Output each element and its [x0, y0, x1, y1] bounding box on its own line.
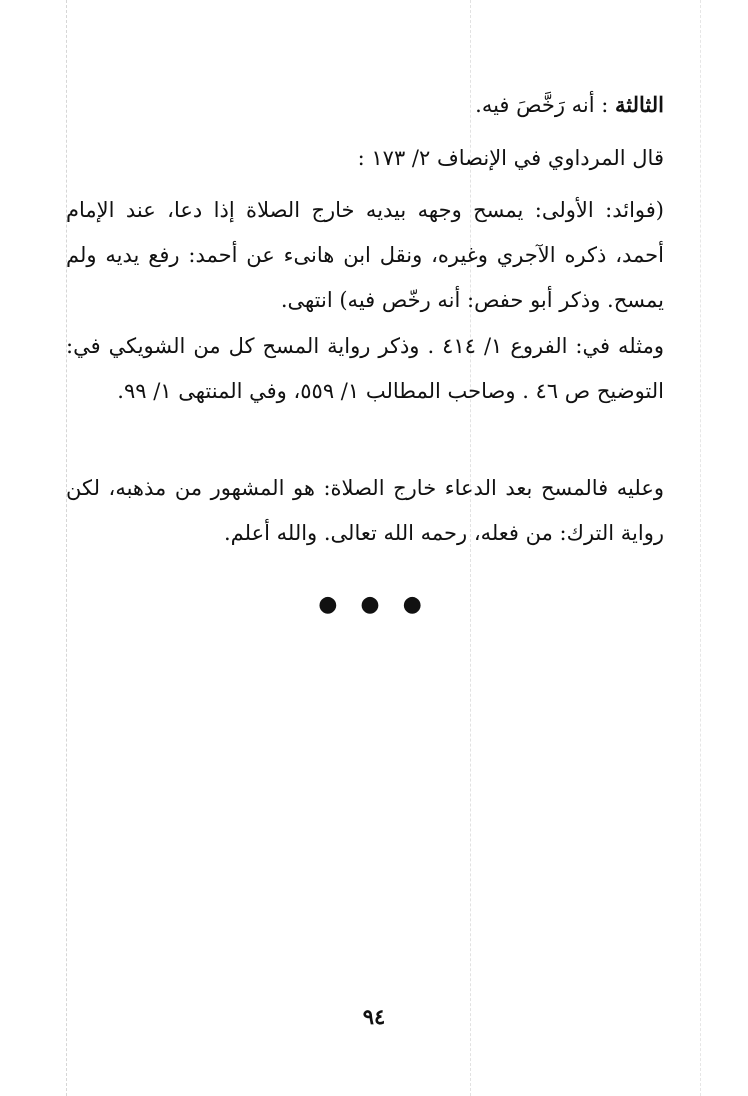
paragraph-quote — [66, 188, 664, 323]
paragraph-conclusion — [66, 466, 664, 556]
paragraph-label: الثالثة — [615, 92, 664, 117]
page-number: ٩٤ — [362, 1004, 386, 1029]
paragraph-text: وعليه فالمسح بعد الدعاء خارج الصلاة: هو المشهور من مذهبه، لكن رواية الترك: من فعله، رحمه الله تعالى. والله أعلم. — [66, 476, 664, 545]
paragraph-text: : أنه رَخَّصَ فيه. — [475, 93, 609, 117]
paragraph-references — [66, 324, 664, 414]
scan-guide-line — [700, 0, 701, 1096]
paragraph-citation-intro — [66, 136, 664, 181]
paragraph-text: ومثله في: الفروع ١/ ٤١٤ . وذكر رواية المسح كل من الشويكي في: التوضيح ص ٤٦ . وصاحب المطالب ١/ ٥٥٩، وفي المنتهى ١/ ٩٩. — [66, 334, 664, 403]
paragraph-text: (فوائد: الأولى: يمسح وجهه بيديه خارج الصلاة إذا دعا، عند الإمام أحمد، ذكره الآجري وغيره، ونقل ابن هانىء عن أحمد: رفع يديه ولم يمسح. وذكر أبو حفص: أنه رخّص فيه) انتهى. — [66, 198, 664, 312]
paragraph-text: قال المرداوي في الإنصاف ٢/ ١٧٣ : — [357, 146, 664, 170]
section-separator: ● ● ● — [318, 592, 430, 617]
paragraph-third-point — [66, 82, 664, 128]
